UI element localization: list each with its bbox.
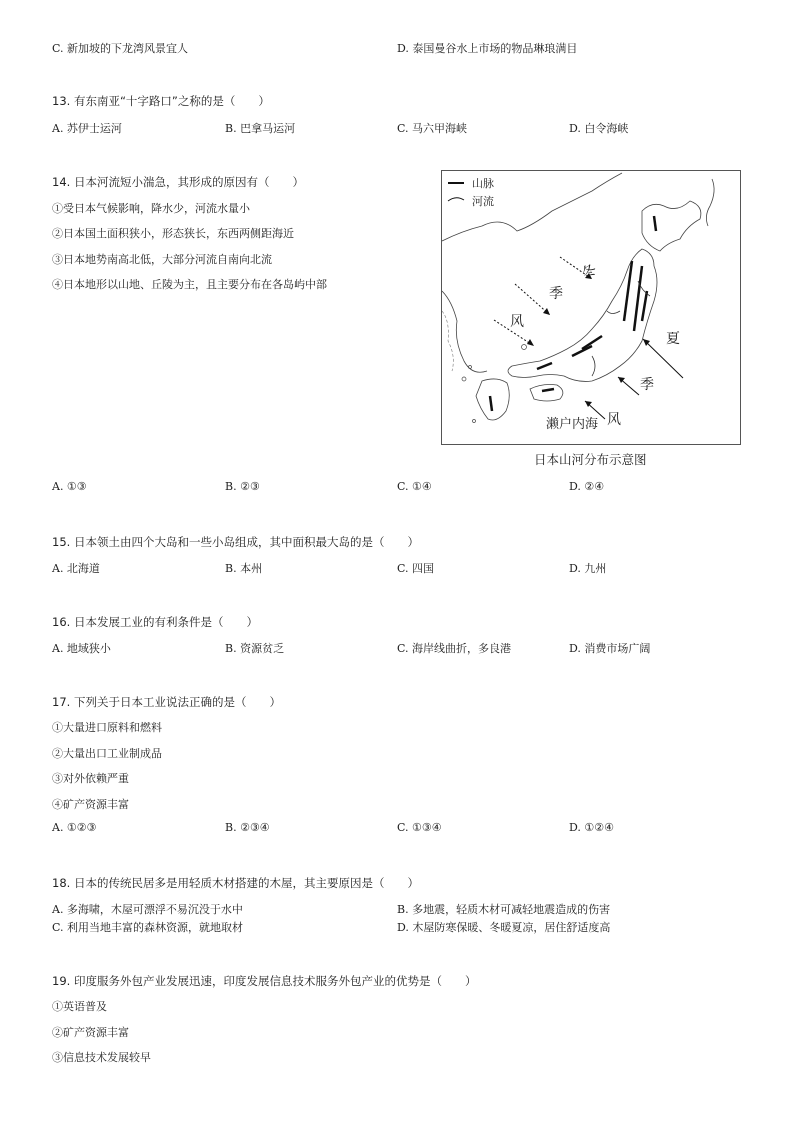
map-caption: 日本山河分布示意图 [534,452,647,467]
winter-monsoon-char-3: 风 [510,314,524,330]
japan-map-drawing [442,171,740,444]
q17-statement-3: ③对外依赖严重 [52,772,129,785]
q13-option-d: D. 白令海峡 [569,122,629,135]
q13-option-b: B. 巴拿马运河 [225,122,296,135]
legend-river-label: 河流 [472,195,494,208]
korea-coastline [442,291,487,372]
q16-option-a: A. 地域狭小 [52,642,111,655]
q17-statement-4: ④矿产资源丰富 [52,798,129,811]
hokkaido-outline [642,201,701,251]
q14-option-b: B. ②③ [225,480,260,493]
summer-monsoon-char-3: 风 [607,412,621,428]
winter-monsoon-char-2: 季 [549,286,563,302]
q19-statement-1: ①英语普及 [52,1000,107,1013]
q17-statement-2: ②大量出口工业制成品 [52,747,162,760]
q15-option-d: D. 九州 [569,562,607,575]
seto-inland-sea-label: 濑户内海 [546,417,599,432]
q16-option-c: C. 海岸线曲折，多良港 [397,642,512,655]
q13-option-a: A. 苏伊士运河 [52,122,122,135]
kyushu-outline [476,379,509,420]
sakhalin-coastline [706,179,714,226]
q17-option-a: A. ①②③ [52,821,97,834]
q17-option-d: D. ①②④ [569,821,615,834]
q14-statement-3: ③日本地势南高北低，大部分河流自南向北流 [52,253,272,266]
q19-statement-3: ③信息技术发展较早 [52,1051,151,1064]
q14-stem: 14. 日本河流短小湍急，其形成的原因有（ ） [52,175,304,189]
q18-option-c: C. 利用当地丰富的森林资源，就地取材 [52,921,244,934]
winter-monsoon-arrows [494,257,592,346]
q14-statement-4: ④日本地形以山地、丘陵为主，且主要分布在各岛屿中部 [52,278,327,291]
q17-option-b: B. ②③④ [225,821,270,834]
q17-stem: 17. 下列关于日本工业说法正确的是（ ） [52,695,281,709]
winter-monsoon-char-1: 冬 [579,261,600,283]
q18-option-b: B. 多地震，轻质木材可减轻地震造成的伤害 [397,903,611,916]
q19-statement-2: ②矿产资源丰富 [52,1026,129,1039]
q13-stem: 13. 有东南亚“十字路口”之称的是（ ） [52,94,270,108]
q14-option-a: A. ①③ [52,480,87,493]
q15-option-c: C. 四国 [397,562,435,575]
border-line [442,311,453,371]
legend-river-symbol [448,198,464,201]
q16-option-b: B. 资源贫乏 [225,642,285,655]
q18-option-a: A. 多海啸，木屋可漂浮不易沉没于水中 [52,903,243,916]
q18-stem: 18. 日本的传统民居多是用轻质木材搭建的木屋，其主要原因是（ ） [52,876,419,890]
shikoku-outline [530,385,563,402]
q15-option-b: B. 本州 [225,562,263,575]
continent-coastline [442,173,622,241]
q13-option-c: C. 马六甲海峡 [397,122,468,135]
q12-option-d: D. 泰国曼谷水上市场的物品琳琅满目 [397,42,578,55]
summer-monsoon-char-1: 夏 [666,331,680,347]
q14-statement-1: ①受日本气候影响，降水少，河流水量小 [52,202,250,215]
q15-option-a: A. 北海道 [52,562,100,575]
legend-mountain-label: 山脉 [472,177,494,190]
q16-option-d: D. 消费市场广阔 [569,642,651,655]
q15-stem: 15. 日本领土由四个大岛和一些小岛组成，其中面积最大岛的是（ ） [52,535,419,549]
q14-statement-2: ②日本国土面积狭小，形态狭长，东西两侧距海近 [52,227,294,240]
q14-option-d: D. ②④ [569,480,605,493]
q17-option-c: C. ①③④ [397,821,442,834]
q17-statement-1: ①大量进口原料和燃料 [52,721,162,734]
q18-option-d: D. 木屋防寒保暖、冬暖夏凉，居住舒适度高 [397,921,611,934]
q19-stem: 19. 印度服务外包产业发展迅速，印度发展信息技术服务外包产业的优势是（ ） [52,974,477,988]
summer-monsoon-char-2: 季 [640,377,654,393]
q14-option-c: C. ①④ [397,480,432,493]
q16-stem: 16. 日本发展工业的有利条件是（ ） [52,615,258,629]
japan-mountain-river-map [441,170,741,445]
q12-option-c: C. 新加坡的下龙湾风景宜人 [52,42,189,55]
